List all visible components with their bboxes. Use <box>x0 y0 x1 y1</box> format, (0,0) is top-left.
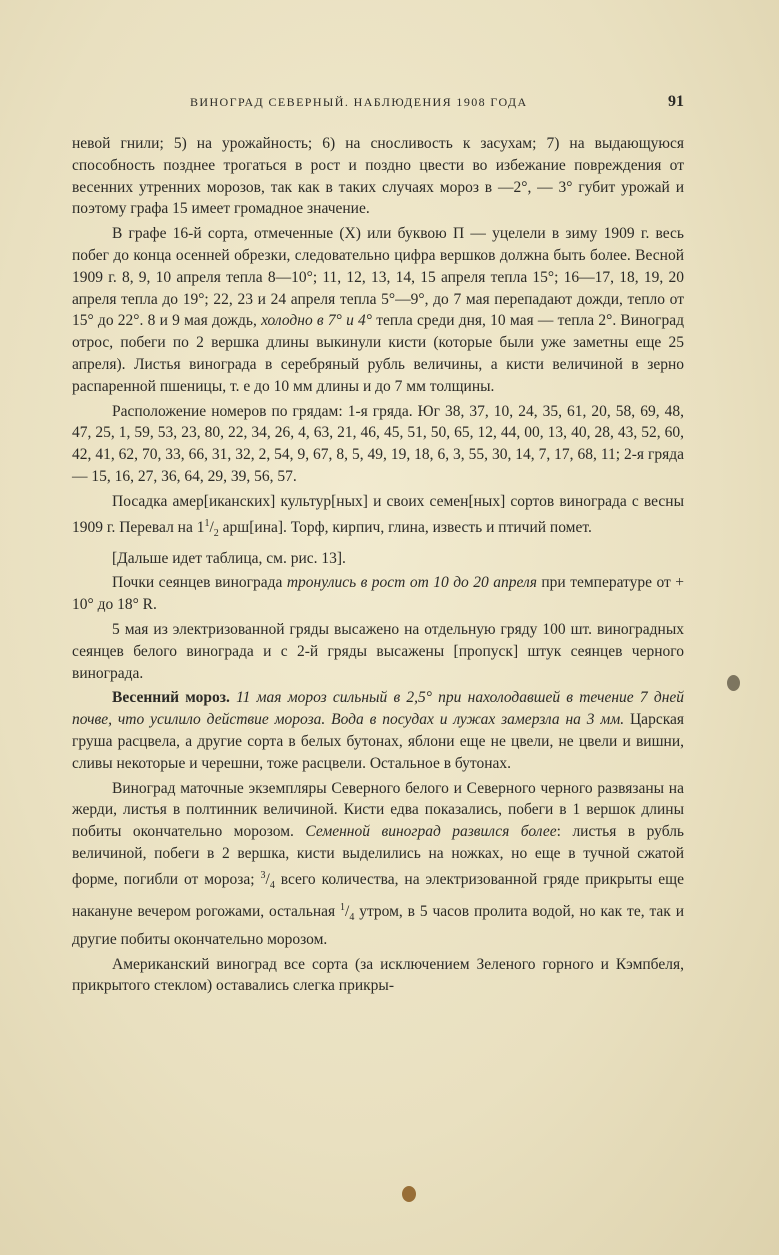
fraction-half: $^1/_2$ <box>204 517 219 539</box>
paragraph-9-text-d: всего количества, на электризованной гряде прикрыты еще накануне вечером рогожами, остальная <box>72 870 684 920</box>
body-text <box>72 133 684 1000</box>
paragraph-9-text-a: Виноград маточные экземпляры Северного белого и Северного черного развязаны на жерди, листья в полтинник величиной. Кисти едва показались, побеги в 1 вершок длины побиты окончательно морозом. <box>72 779 684 841</box>
paragraph-6 <box>72 572 684 616</box>
paragraph-6-italic: тронулись в рост от 10 до 20 апреля <box>286 574 537 592</box>
fraction-numerator: 1 <box>340 901 345 913</box>
paragraph-2-text-a: В графе 16-й сорта, отмеченные (X) или буквою П — уцелели в зиму 1909 г. весь побег до конца осенней обрезки, следовательно цифра вершков должна быть более. Весной 1909 г. 8, 9, 10 апреля тепла 8—10°; 11, 12, 13, 14, 15 апреля тепла 15°; 16—17, 18, 19, 20 апреля тепла до 19°; 22, 23 и 24 апреля тепла 5°—9°, до 7 мая перепадают дожди, тепло от 15° до 22°. 8 и 9 мая дождь, <box>72 225 684 330</box>
paragraph-6-text-a: Почки сеянцев винограда <box>112 574 287 592</box>
paragraph-8-text-c: Царская груша расцвела, а другие сорта в белых бутонах, яблони еще не цвели, не цвели и вишни, сливы некоторые и черешни, тоже расцвели. Остальное в бутонах. <box>72 711 685 772</box>
fraction-three-quarters: $^3/_4$ <box>260 869 275 891</box>
section-heading-spring-frost: Весенний мороз. <box>112 689 230 707</box>
paragraph-10: Американский виноград все сорта (за исключением Зеленого горного и Кэмпбеля, прикрытого стеклом) оставались слегка прикры- <box>72 955 684 995</box>
paragraph-5: [Дальше идет таблица, см. рис. 13]. <box>112 549 346 567</box>
paragraph-8 <box>72 687 684 774</box>
fraction-denominator: 2 <box>213 527 219 539</box>
fraction-quarter: $^1/_4$ <box>340 901 355 924</box>
paragraph-9-italic: Семенной виноград развился более <box>305 823 557 841</box>
paragraph-9 <box>72 778 684 951</box>
paragraph-6-text-c: при температуре от + 10° до 18° R. <box>72 574 684 614</box>
page-header <box>72 95 684 115</box>
paragraph-4-text-a: Посадка амер[иканских] культур[ных] и своих семен[ных] сортов винограда с весны 1909 г. Перевал на 1 <box>72 492 684 536</box>
ink-blot <box>727 675 740 691</box>
paragraph-2-italic: холодно в 7° и 4° <box>261 312 372 330</box>
fraction-denominator: 4 <box>269 880 275 891</box>
fraction-numerator: 3 <box>260 869 266 881</box>
paragraph-2 <box>72 223 684 397</box>
paragraph-1: невой гнили; 5) на урожайность; 6) на сносливость к засухам; 7) на выдающуюся способность позднее трогаться в рост и поздно цвести во избежание повреждения от весенних утренних морозов, так как в таких случаях мороз в —2°, — 3° губит урожай и поэтому графа 15 имеет громадное значение. <box>72 135 684 218</box>
running-head: ВИНОГРАД СЕВЕРНЫЙ. НАБЛЮДЕНИЯ 1908 ГОДА <box>190 95 528 109</box>
paragraph-7: 5 мая из электризованной гряды высажено на отдельную гряду 100 шт. виноградных сеянцев белого винограда и с 2-й гряды высажены [пропуск] штук сеянцев черного винограда. <box>72 620 684 682</box>
page-number: 91 <box>668 93 684 110</box>
stain-spot <box>402 1186 416 1202</box>
paragraph-9-text-e: утром, в 5 часов пролита водой, но как те, так и другие побиты окончательно морозом. <box>72 902 684 948</box>
paragraph-4-text-b: арш[ина]. Торф, кирпич, глина, известь и птичий помет. <box>218 518 592 536</box>
paragraph-3: Расположение номеров по грядам: 1-я гряда. Юг 38, 37, 10, 24, 35, 61, 20, 58, 69, 48, 47, 25, 1, 59, 53, 23, 80, 22, 34, 26, 4, 63, 21, 46, 45, 51, 50, 65, 12, 44, 00, 13, 40, 28, 43, 52, 60, 42, 41, 62, 70, 33, 66, 31, 32, 2, 54, 9, 67, 8, 5, 49, 19, 18, 6, 3, 55, 30, 14, 7, 17, 68, 11; 2-я гряда — 15, 16, 27, 36, 64, 29, 39, 56, 57. <box>72 402 684 485</box>
paragraph-4 <box>72 491 684 545</box>
fraction-numerator: 1 <box>204 517 210 529</box>
paragraph-9-text-c: : листья в рубль величиной, побеги в 2 вершка, кисти выделились на ножках, но еще в тучной сжатой форме, погибли от мороза; <box>72 823 684 888</box>
paragraph-8-italic: 11 мая мороз сильный в 2,5° при нахолодавшей в течение 7 дней почве, что усилило действие мороза. Вода в посудах и лужах замерзла на 3 мм. <box>72 689 685 729</box>
paragraph-2-text-c: тепла среди дня, 10 мая — тепла 2°. Виноград отрос, побеги по 2 вершка длины выкинули кисти (которые были уже заметны еще 25 апреля). Листья винограда в серебряный рубль величины, а кисти величиной в зерно распаренной пшеницы, т. е до 10 мм длины и до 7 мм толщины. <box>72 312 684 395</box>
fraction-denominator: 4 <box>349 912 355 924</box>
